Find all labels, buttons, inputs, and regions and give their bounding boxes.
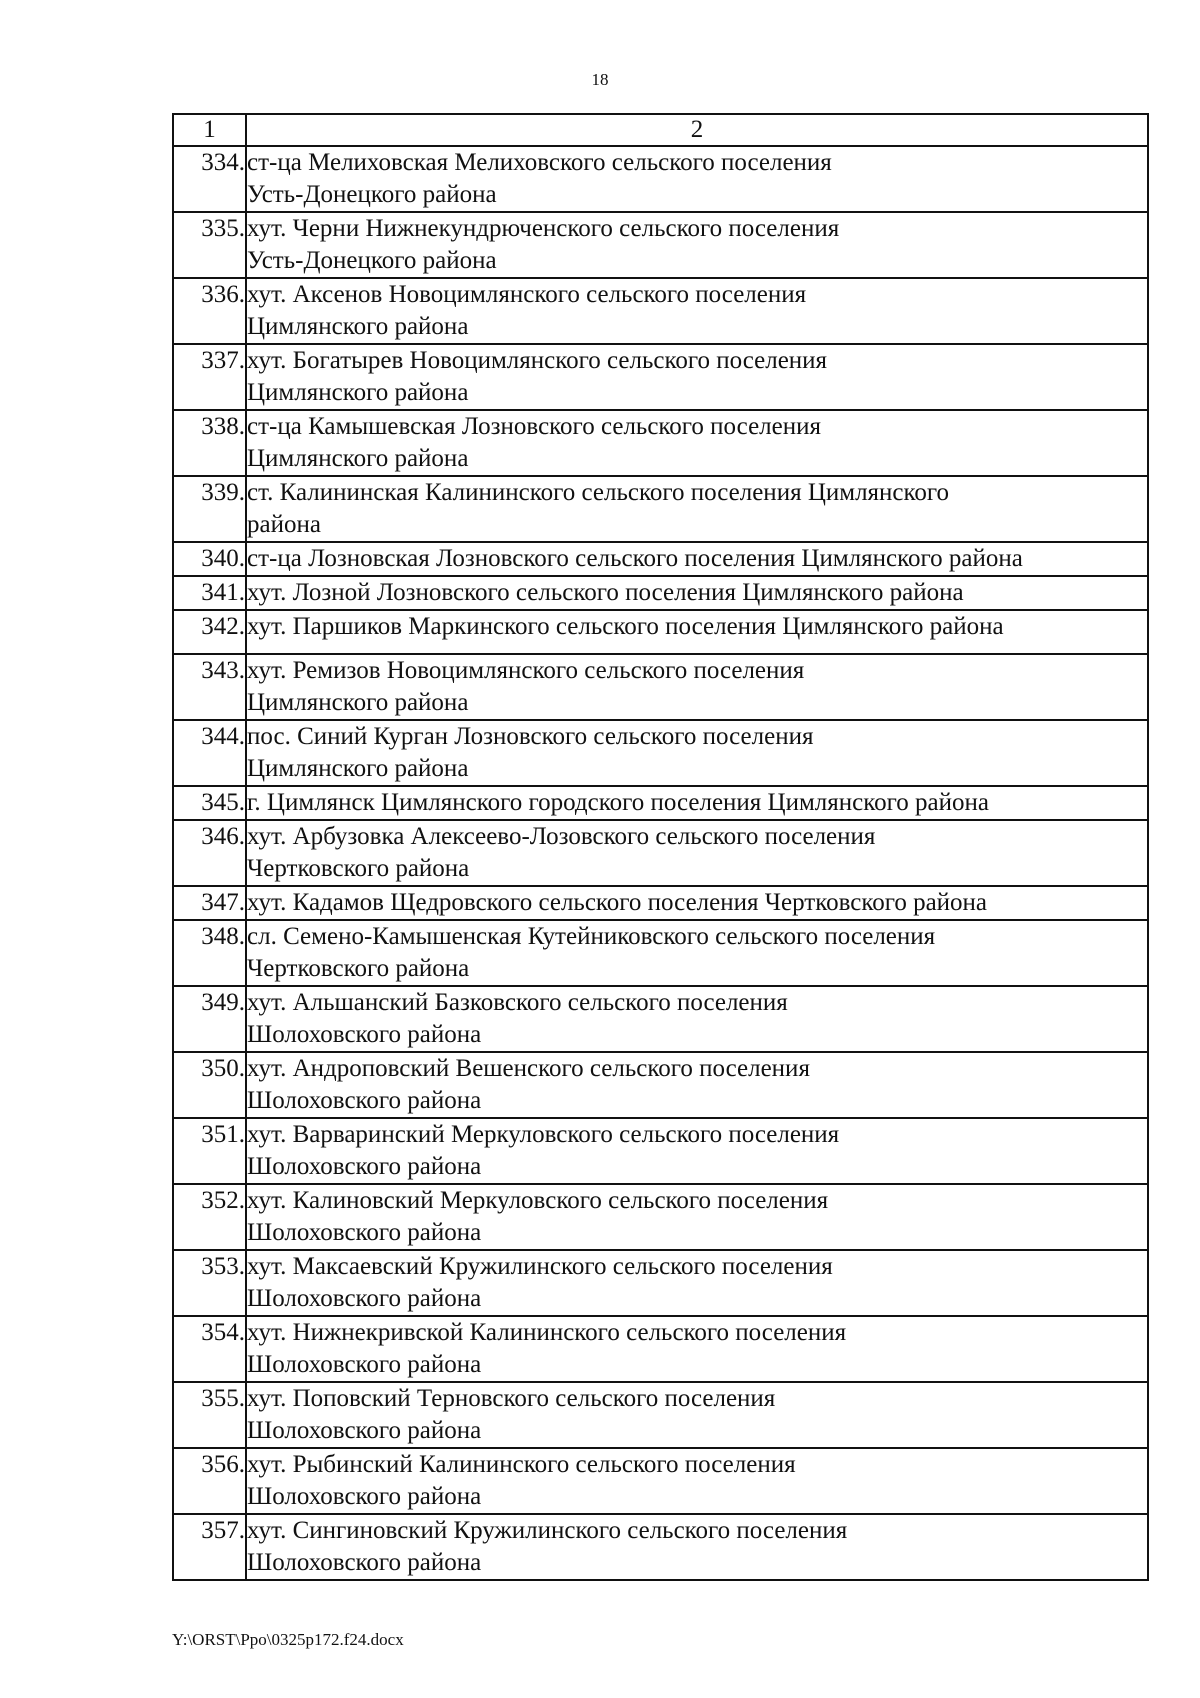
table-header-row bbox=[173, 114, 1148, 146]
table-row bbox=[173, 1184, 1148, 1250]
row-number: 345. bbox=[173, 786, 246, 820]
row-number: 352. bbox=[173, 1184, 246, 1250]
row-text: хут. Кадамов Щедровского сельского поселения Чертковского района bbox=[246, 886, 1148, 920]
row-number: 346. bbox=[173, 820, 246, 886]
row-number: 336. bbox=[173, 278, 246, 344]
row-number: 357. bbox=[173, 1514, 246, 1580]
table-row bbox=[173, 1250, 1148, 1316]
row-number: 349. bbox=[173, 986, 246, 1052]
table-row bbox=[173, 1448, 1148, 1514]
row-number: 341. bbox=[173, 576, 246, 610]
table-row bbox=[173, 1118, 1148, 1184]
table-row bbox=[173, 1382, 1148, 1448]
page-number: 18 bbox=[591, 70, 609, 89]
table-row bbox=[173, 576, 1148, 610]
row-text: хут. Поповский Терновского сельского поселения Шолоховского района bbox=[246, 1382, 1148, 1448]
table-row bbox=[173, 146, 1148, 212]
row-text: хут. Альшанский Базковского сельского поселения Шолоховского района bbox=[246, 986, 1148, 1052]
row-number: 337. bbox=[173, 344, 246, 410]
row-number: 350. bbox=[173, 1052, 246, 1118]
header-col-1: 1 bbox=[173, 114, 246, 146]
table-row bbox=[173, 278, 1148, 344]
row-text: хут. Черни Нижнекундрюченского сельского поселения Усть-Донецкого района bbox=[246, 212, 1148, 278]
settlements-table bbox=[172, 113, 1149, 1581]
row-text: хут. Нижнекривской Калининского сельского поселения Шолоховского района bbox=[246, 1316, 1148, 1382]
row-number: 348. bbox=[173, 920, 246, 986]
row-text: ст. Калининская Калининского сельского поселения Цимлянского района bbox=[246, 476, 1148, 542]
row-text: хут. Калиновский Меркуловского сельского поселения Шолоховского района bbox=[246, 1184, 1148, 1250]
table-row bbox=[173, 654, 1148, 720]
row-text: хут. Паршиков Маркинского сельского поселения Цимлянского района bbox=[246, 610, 1148, 654]
row-number: 355. bbox=[173, 1382, 246, 1448]
row-text: хут. Арбузовка Алексеево-Лозовского сельского поселения Чертковского района bbox=[246, 820, 1148, 886]
row-text: пос. Синий Курган Лозновского сельского поселения Цимлянского района bbox=[246, 720, 1148, 786]
table-row bbox=[173, 886, 1148, 920]
row-text: хут. Сингиновский Кружилинского сельского поселения Шолоховского района bbox=[246, 1514, 1148, 1580]
table-row bbox=[173, 476, 1148, 542]
row-number: 340. bbox=[173, 542, 246, 576]
row-text: ст-ца Мелиховская Мелиховского сельского поселения Усть-Донецкого района bbox=[246, 146, 1148, 212]
table-row bbox=[173, 1052, 1148, 1118]
table-row bbox=[173, 720, 1148, 786]
table-row bbox=[173, 1316, 1148, 1382]
row-number: 339. bbox=[173, 476, 246, 542]
table-row bbox=[173, 212, 1148, 278]
row-text: хут. Ремизов Новоцимлянского сельского поселения Цимлянского района bbox=[246, 654, 1148, 720]
row-number: 356. bbox=[173, 1448, 246, 1514]
row-text: хут. Андроповский Вешенского сельского поселения Шолоховского района bbox=[246, 1052, 1148, 1118]
row-number: 343. bbox=[173, 654, 246, 720]
row-number: 335. bbox=[173, 212, 246, 278]
row-text: хут. Рыбинский Калининского сельского поселения Шолоховского района bbox=[246, 1448, 1148, 1514]
row-number: 334. bbox=[173, 146, 246, 212]
row-number: 338. bbox=[173, 410, 246, 476]
table-row bbox=[173, 1514, 1148, 1580]
table-row bbox=[173, 542, 1148, 576]
table-row bbox=[173, 610, 1148, 654]
row-number: 351. bbox=[173, 1118, 246, 1184]
row-number: 354. bbox=[173, 1316, 246, 1382]
table-row bbox=[173, 786, 1148, 820]
row-text: г. Цимлянск Цимлянского городского поселения Цимлянского района bbox=[246, 786, 1148, 820]
row-text: хут. Варваринский Меркуловского сельского поселения Шолоховского района bbox=[246, 1118, 1148, 1184]
row-text: ст-ца Камышевская Лозновского сельского поселения Цимлянского района bbox=[246, 410, 1148, 476]
row-text: сл. Семено-Камышенская Кутейниковского сельского поселения Чертковского района bbox=[246, 920, 1148, 986]
table-row bbox=[173, 344, 1148, 410]
row-text: хут. Лозной Лозновского сельского поселения Цимлянского района bbox=[246, 576, 1148, 610]
row-text: хут. Аксенов Новоцимлянского сельского поселения Цимлянского района bbox=[246, 278, 1148, 344]
row-number: 347. bbox=[173, 886, 246, 920]
table-row bbox=[173, 920, 1148, 986]
row-number: 344. bbox=[173, 720, 246, 786]
table-row bbox=[173, 986, 1148, 1052]
row-text: хут. Богатырев Новоцимлянского сельского поселения Цимлянского района bbox=[246, 344, 1148, 410]
file-path-footer: Y:\ORST\Ppo\0325p172.f24.docx bbox=[172, 1630, 404, 1649]
table-row bbox=[173, 820, 1148, 886]
row-number: 342. bbox=[173, 610, 246, 654]
table-row bbox=[173, 410, 1148, 476]
row-text: хут. Максаевский Кружилинского сельского поселения Шолоховского района bbox=[246, 1250, 1148, 1316]
header-col-2: 2 bbox=[246, 114, 1148, 146]
row-number: 353. bbox=[173, 1250, 246, 1316]
row-text: ст-ца Лозновская Лозновского сельского поселения Цимлянского района bbox=[246, 542, 1148, 576]
